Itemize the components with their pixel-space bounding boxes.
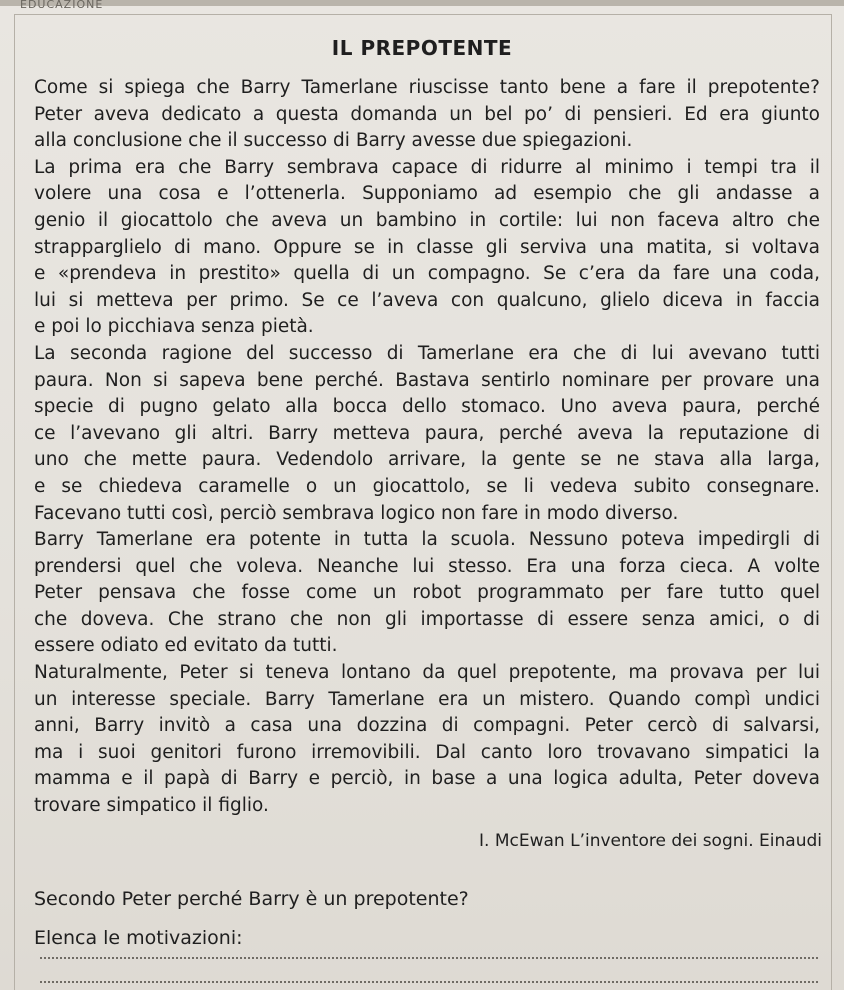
exercise-prompt: Elenca le motivazioni:	[34, 927, 243, 949]
passage-line: lui si metteva per primo. Se ce l’aveva con qualcuno, glielo diceva in faccia	[34, 289, 820, 311]
passage-line: Naturalmente, Peter si teneva lontano da quel prepotente, ma provava per lui	[34, 662, 820, 684]
passage-line: Facevano tutti così, perciò sembrava logico non fare in modo diverso.	[34, 502, 679, 524]
passage-line: specie di pugno gelato alla bocca dello stomaco. Uno aveva paura, perché	[34, 396, 820, 418]
source-citation: I. McEwan L’inventore dei sogni. Einaudi	[479, 831, 822, 851]
passage-line: e se chiedeva caramelle o un giocattolo, se li vedeva subito consegnare.	[34, 475, 820, 497]
passage-line: che doveva. Che strano che non gli importasse di essere senza amici, o di	[34, 608, 820, 630]
passage-line: trovare simpatico il figlio.	[34, 795, 269, 817]
passage-line: un interesse speciale. Barry Tamerlane era un mistero. Quando compì undici	[34, 688, 820, 710]
passage-line: La prima era che Barry sembrava capace di ridurre al minimo i tempi tra il	[34, 156, 820, 178]
cut-off-header: EDUCAZIONE	[20, 0, 104, 11]
exercise-question: Secondo Peter perché Barry è un prepotente?	[34, 888, 469, 910]
passage-line: e «prendeva in prestito» quella di un compagno. Se c’era da fare una coda,	[34, 263, 820, 285]
passage-line: Peter pensava che fosse come un robot programmato per fare tutto quel	[34, 582, 820, 604]
passage-line: volere una cosa e l’ottenerla. Supponiamo ad esempio che gli andasse a	[34, 183, 820, 205]
passage-line: strapparglielo di mano. Oppure se in classe gli serviva una matita, si voltava	[34, 236, 820, 258]
passage-line: mamma e il papà di Barry e perciò, in base a una logica adulta, Peter doveva	[34, 768, 820, 790]
passage-line: prendersi quel che voleva. Neanche lui stesso. Era una forza cieca. A volte	[34, 555, 820, 577]
passage-line: ce l’avevano gli altri. Barry metteva paura, perché aveva la reputazione di	[34, 422, 820, 444]
passage-line: alla conclusione che il successo di Barry avesse due spiegazioni.	[34, 130, 633, 152]
passage-line: paura. Non si sapeva bene perché. Bastava sentirlo nominare per provare una	[34, 369, 820, 391]
answer-line[interactable]	[40, 957, 818, 959]
passage-line: anni, Barry invitò a casa una dozzina di compagni. Peter cercò di salvarsi,	[34, 715, 820, 737]
passage-line: essere odiato ed evitato da tutti.	[34, 635, 338, 657]
top-edge	[0, 0, 844, 6]
passage-line: La seconda ragione del successo di Tamerlane era che di lui avevano tutti	[34, 342, 820, 364]
passage-line: Come si spiega che Barry Tamerlane riuscisse tanto bene a fare il prepotente?	[34, 77, 820, 98]
passage-line: Peter aveva dedicato a questa domanda un bel po’ di pensieri. Ed era giunto	[34, 103, 820, 125]
answer-line[interactable]	[40, 981, 818, 983]
passage-line: Barry Tamerlane era potente in tutta la scuola. Nessuno poteva impedirgli di	[34, 529, 820, 551]
passage-line: e poi lo picchiava senza pietà.	[34, 316, 314, 338]
passage-line: genio il giocattolo che aveva un bambino in cortile: lui non faceva altro che	[34, 209, 820, 231]
reading-passage	[34, 75, 820, 820]
page-title: IL PREPOTENTE	[331, 36, 513, 60]
passage-line: ma i suoi genitori furono irremovibili. Dal canto loro trovavano simpatici la	[34, 741, 820, 763]
passage-line: uno che mette paura. Vedendolo arrivare, la gente se ne stava alla larga,	[34, 449, 820, 471]
